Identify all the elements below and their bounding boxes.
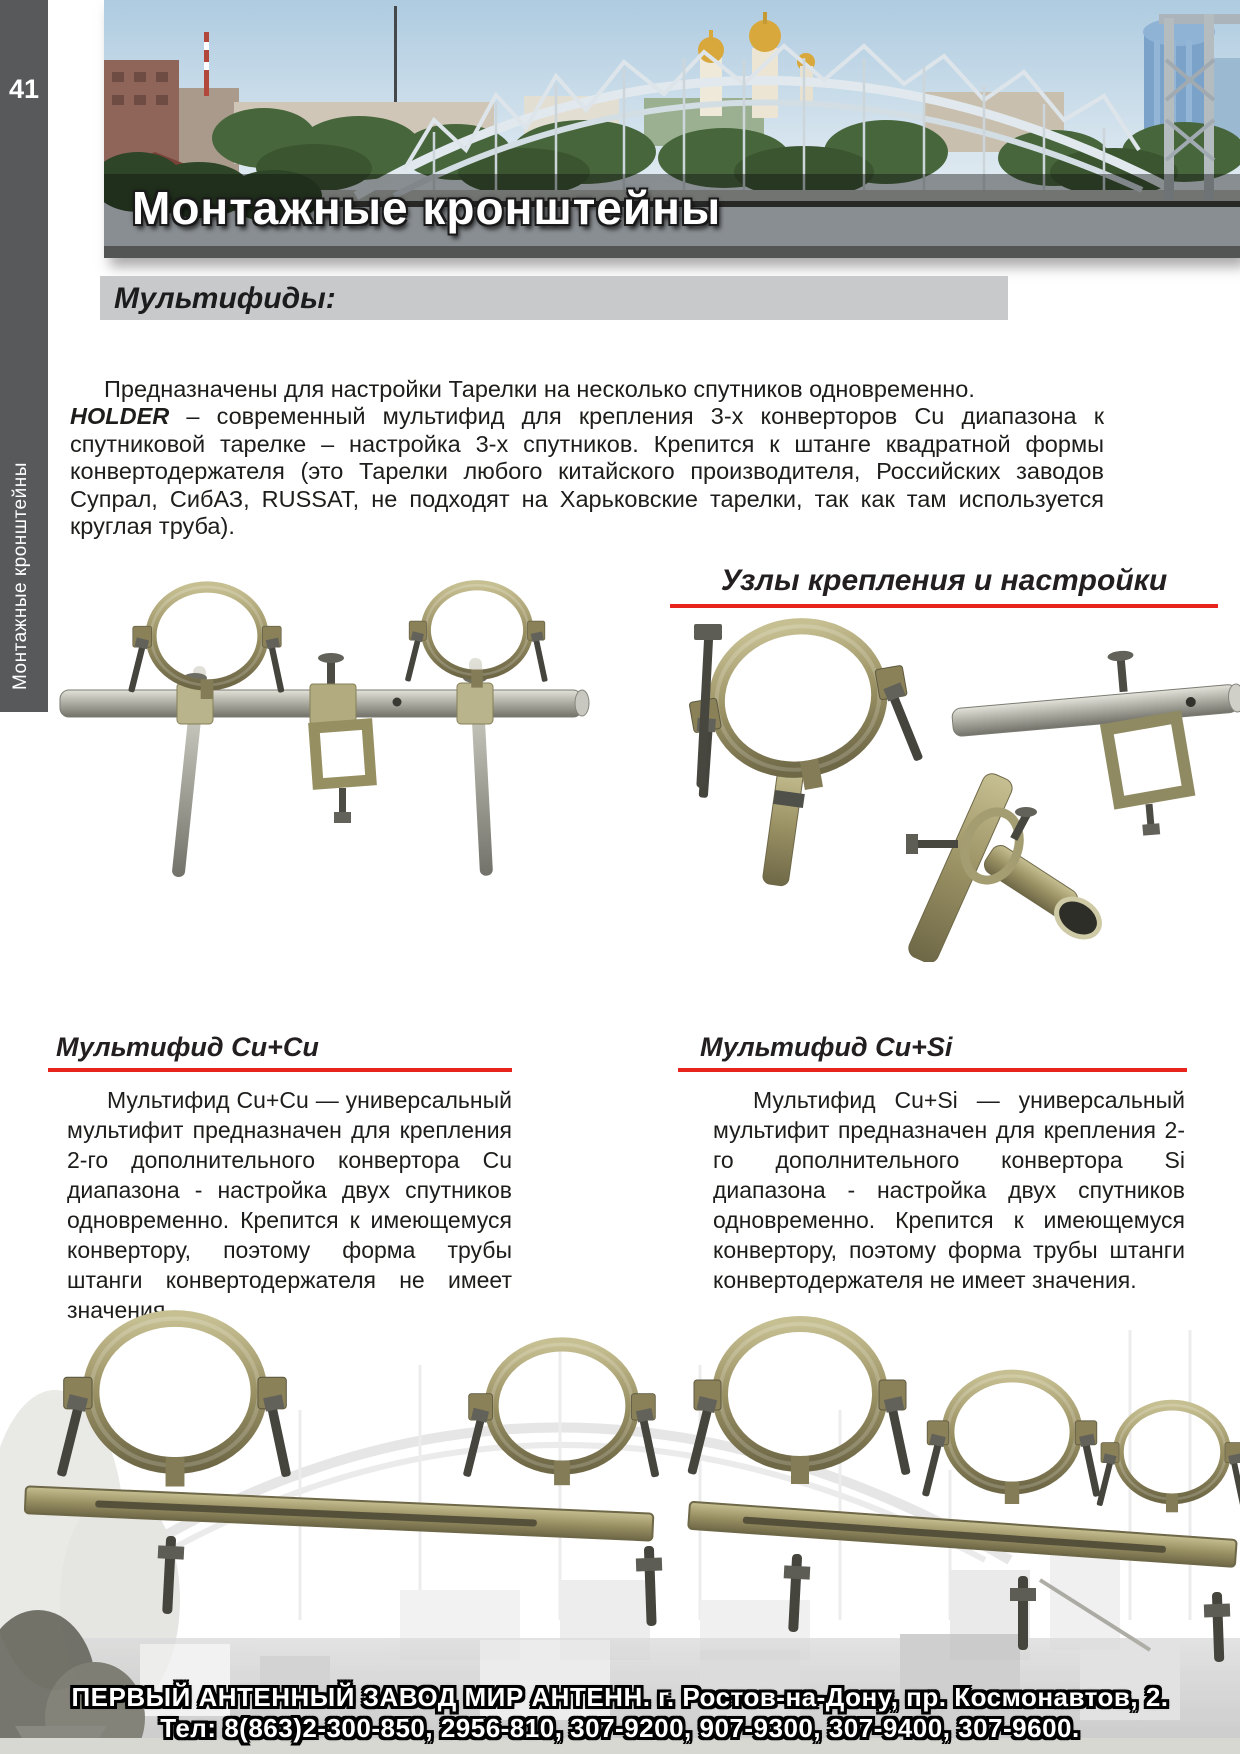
heading-underline <box>48 1068 512 1072</box>
intro-sentence: Предназначены для настройки Тарелки на несколько спутников одновременно. <box>104 375 975 402</box>
attachment-units-photos <box>670 600 1240 962</box>
product-description-cu-si: Мультифид Cu+Si — универсальный мультифит предназначен для крепления 2-го дополнительного конвертора Si диапазона - настройка двух спутников одновременно. Крепится к имеющемуся конвертору, поэтому форма трубы штанги конвертодержателя не имеет значения. <box>713 1087 1185 1293</box>
footer-phones-line: Тел: 8(863)2-300-850, 2956-810, 307-9200, 907-9300, 307-9400, 307-9600. <box>160 1713 1080 1743</box>
multifeeds-section-bar <box>100 276 1008 320</box>
holder-description: – современный мультифид для крепления 3-х конверторов Cu диапазона к спутниковой тарелке – настройка 3-х спутников. Крепится к штанге квадратной формы конвертодержателя (это Тарелки любого китайского производителя, Российских заводов Супрал, СибАЗ, RUSSAT, не подходят на Харьковские тарелки, так как там используется круглая труба). <box>70 403 1104 540</box>
footer-address-line: ПЕРВЫЙ АНТЕННЫЙ ЗАВОД МИР АНТЕНН. г. Ростов-на-Дону, пр. Космонавтов, 2. <box>71 1682 1169 1712</box>
banner <box>104 0 1240 258</box>
footer <box>0 1682 1240 1744</box>
product-heading-cu-cu: Мультифид Cu+Cu <box>56 1032 319 1062</box>
heading-underline <box>678 1068 1187 1072</box>
units-section-heading: Узлы крепления и настройки <box>720 564 1168 597</box>
multifeeds-heading: Мультифиды: <box>114 282 336 315</box>
intro-paragraph <box>70 376 1104 542</box>
angled-pipe-joint-photo <box>906 771 1107 962</box>
sidebar-section-label: Монтажные кронштейны <box>10 462 31 690</box>
pipe-clamp-with-bolt-photo <box>672 608 925 887</box>
faded-city-background <box>0 1240 1240 1754</box>
page-number: 41 <box>8 74 40 104</box>
product-description-cu-cu: Мультифид Cu+Cu — универсальный мультифит предназначен для крепления 2-го дополнительного конвертора Cu диапазона - настройка двух спутников одновременно. Крепится к имеющемуся конвертору, поэтому форма трубы штанги конвертодержателя не имеет значения. <box>67 1087 512 1323</box>
page-title: Монтажные кронштейны <box>132 182 722 234</box>
bottom-scene <box>0 1240 1240 1754</box>
holder-term: HOLDER <box>70 403 170 430</box>
holder-multifeed-bracket-photo <box>25 578 640 880</box>
product-heading-cu-si: Мультифид Cu+Si <box>700 1032 953 1062</box>
